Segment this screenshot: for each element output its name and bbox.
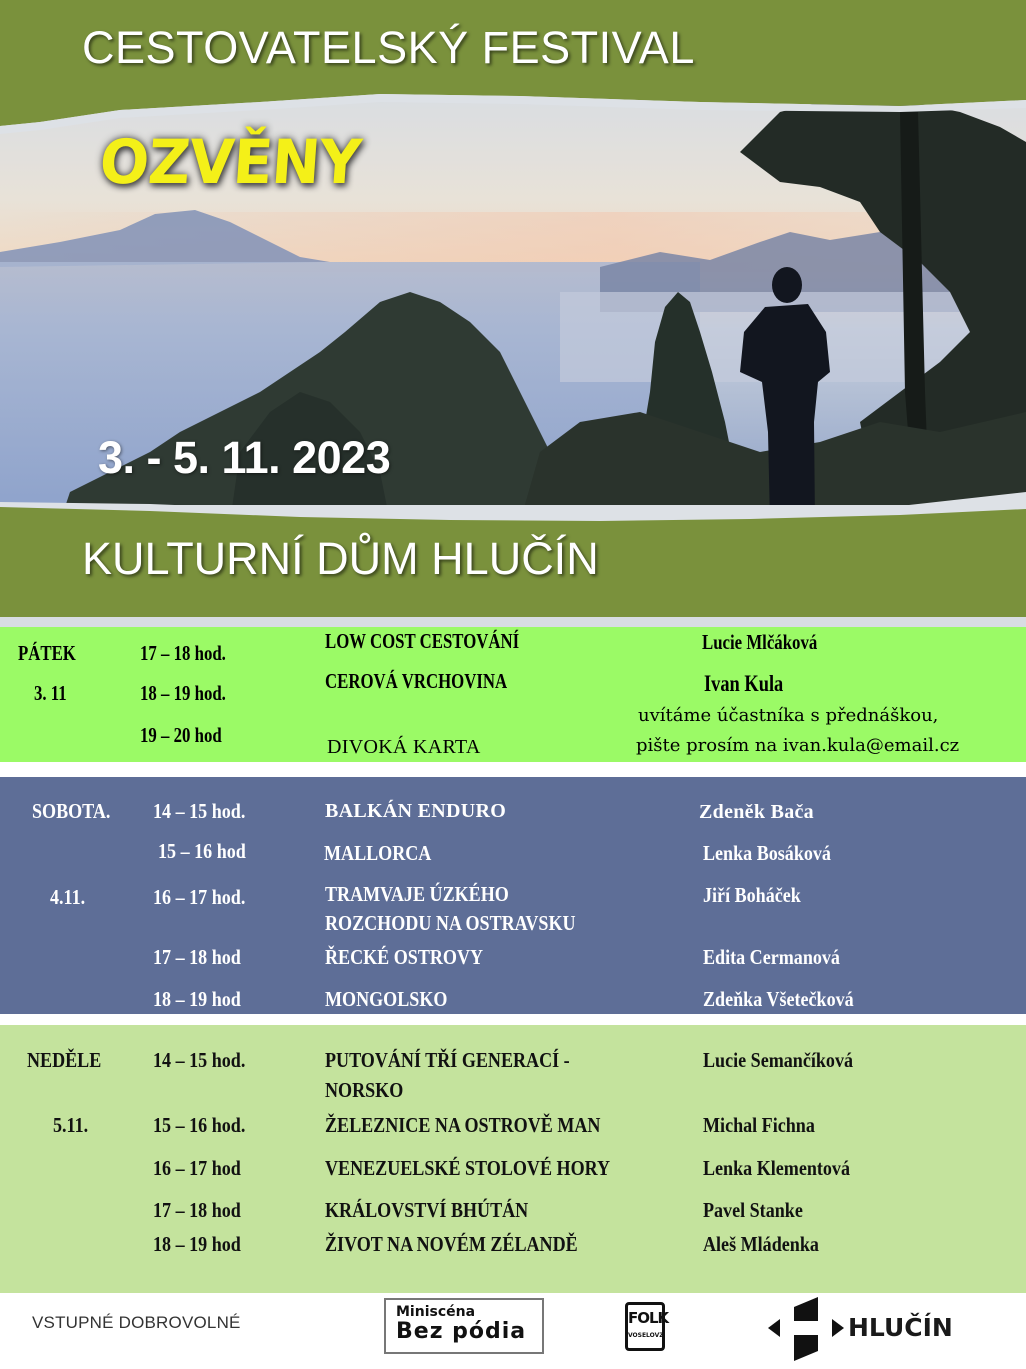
talk-speaker: Zdeněk Bača: [699, 801, 814, 823]
talk-speaker: Michal Fichna: [703, 1113, 815, 1137]
talk-title-continued: ROZCHODU NA OSTRAVSKU: [325, 911, 576, 935]
day-label: PÁTEK: [18, 641, 76, 665]
talk-time: 14 – 15 hod.: [153, 799, 246, 823]
talk-title: MALLORCA: [324, 841, 432, 865]
program-sunday: [0, 1025, 1026, 1293]
talk-title: MONGOLSKO: [325, 987, 448, 1011]
day-date: 4.11.: [50, 885, 86, 909]
admission-note: VSTUPNÉ DOBROVOLNÉ: [32, 1313, 241, 1332]
talk-time: 16 – 17 hod: [153, 1156, 241, 1180]
hlucin-town-logo: [766, 1295, 986, 1361]
talk-speaker: Edita Cermanová: [703, 945, 840, 969]
talk-time: 18 – 19 hod: [153, 1232, 241, 1256]
contact-email-note: pište prosím na ivan.kula@email.cz: [636, 735, 960, 756]
talk-speaker: Aleš Mládenka: [703, 1232, 819, 1256]
venue-title: KULTURNÍ DŮM HLUČÍN: [82, 533, 599, 584]
talk-time: 18 – 19 hod.: [140, 681, 226, 705]
talk-title: VENEZUELSKÉ STOLOVÉ HORY: [325, 1156, 611, 1180]
day-label: NEDĚLE: [27, 1048, 102, 1072]
miniscena-logo-line1: Miniscéna: [396, 1304, 476, 1320]
talk-speaker: Zdeňka Všetečková: [703, 987, 854, 1011]
talk-speaker: Jiří Boháček: [703, 883, 801, 907]
folk-logo-text: FOLK: [628, 1309, 669, 1327]
talk-time: 18 – 19 hod: [153, 987, 241, 1011]
talk-title: DIVOKÁ KARTA: [327, 736, 481, 758]
festival-title: CESTOVATELSKÝ FESTIVAL: [82, 22, 695, 73]
talk-title: KRÁLOVSTVÍ BHÚTÁN: [325, 1198, 529, 1222]
talk-speaker: Lucie Mlčáková: [702, 630, 818, 654]
footer: [0, 1293, 1026, 1369]
talk-speaker: Pavel Stanke: [703, 1198, 803, 1222]
talk-time: 17 – 18 hod: [153, 945, 241, 969]
separator-strip: [0, 617, 1026, 627]
talk-speaker: Lucie Semančíková: [703, 1048, 854, 1072]
festival-brand-logo: OZVĚNY: [97, 126, 363, 198]
talk-title: CEROVÁ VRCHOVINA: [325, 669, 508, 693]
talk-time: 17 – 18 hod: [153, 1198, 241, 1222]
talk-title: LOW COST CESTOVÁNÍ: [325, 629, 520, 653]
folk-logo: [625, 1302, 669, 1351]
day-label: SOBOTA.: [32, 799, 111, 823]
folk-logo-subtext: VOSELOVZ: [628, 1332, 664, 1339]
talk-title: TRAMVAJE ÚZKÉHO: [325, 882, 509, 906]
talk-time: 19 – 20 hod: [140, 723, 222, 747]
talk-time: 15 – 16 hod.: [153, 1113, 246, 1137]
talk-title: ŘECKÉ OSTROVY: [325, 945, 484, 969]
talk-time: 17 – 18 hod.: [140, 641, 226, 665]
talk-title: BALKÁN ENDURO: [325, 800, 507, 822]
torn-edge-decoration: [0, 505, 1026, 525]
program-saturday: [0, 777, 1026, 1014]
talk-time: 16 – 17 hod.: [153, 885, 246, 909]
miniscena-bez-podia-logo: [384, 1298, 544, 1354]
talk-speaker: Lenka Bosáková: [703, 841, 831, 865]
call-for-speakers-note: uvítáme účastníka s přednáškou,: [638, 705, 939, 726]
talk-speaker: Ivan Kula: [704, 671, 784, 696]
miniscena-logo-line2: Bez pódia: [396, 1319, 527, 1344]
hlucin-logo-text: HLUČÍN: [848, 1313, 953, 1342]
day-date: 5.11.: [53, 1113, 89, 1137]
talk-time: 14 – 15 hod.: [153, 1048, 246, 1072]
talk-title: ŽELEZNICE NA OSTROVĚ MAN: [325, 1113, 601, 1137]
talk-title-continued: NORSKO: [325, 1078, 404, 1102]
program-friday: [0, 627, 1026, 762]
talk-title: ŽIVOT NA NOVÉM ZÉLANDĚ: [325, 1232, 578, 1256]
talk-title: PUTOVÁNÍ TŘÍ GENERACÍ -: [325, 1048, 570, 1072]
talk-time: 15 – 16 hod: [158, 839, 246, 863]
festival-dates: 3. - 5. 11. 2023: [98, 432, 391, 483]
talk-speaker: Lenka Klementová: [703, 1156, 850, 1180]
day-date: 3. 11: [34, 681, 67, 705]
hlucin-emblem-icon: [766, 1295, 846, 1361]
